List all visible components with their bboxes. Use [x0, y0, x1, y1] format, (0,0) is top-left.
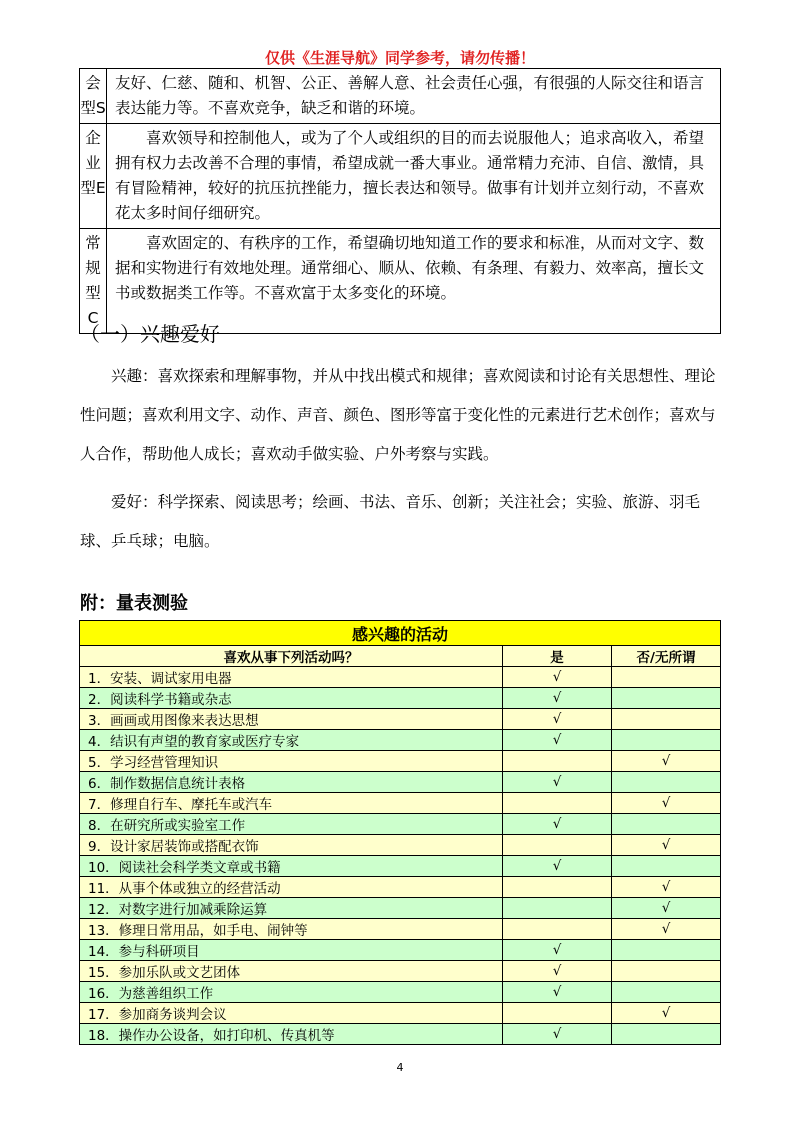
hobby-paragraph: 爱好：科学探索、阅读思考；绘画、书法、音乐、创新；关注社会；实验、旅游、羽毛球、乒乓球；电脑。	[80, 493, 701, 550]
personality-types-table	[79, 68, 721, 334]
survey-yes-mark	[503, 898, 612, 919]
survey-row	[80, 751, 721, 772]
survey-activity: 10．阅读社会科学类文章或书籍	[80, 856, 503, 877]
survey-yes-mark	[503, 835, 612, 856]
survey-yes-mark	[503, 1003, 612, 1024]
type-label: 常规型C	[80, 229, 107, 334]
survey-yes-mark: √	[503, 667, 612, 688]
survey-yes-mark: √	[503, 814, 612, 835]
survey-no-mark: √	[612, 877, 721, 898]
survey-activity: 16．为慈善组织工作	[80, 982, 503, 1003]
survey-activity: 5．学习经营管理知识	[80, 751, 503, 772]
survey-row	[80, 667, 721, 688]
survey-yes-mark: √	[503, 688, 612, 709]
type-description: 喜欢领导和控制他人，或为了个人或组织的目的而去说服他人；追求高收入，希望拥有权力去改善不合理的事情，希望成就一番大事业。通常精力充沛、自信、激情，具有冒险精神，较好的抗压抗挫能力，擅长表达和领导。做事有计划并立刻行动，不喜欢花太多时间仔细研究。	[107, 124, 721, 229]
survey-yes-mark: √	[503, 730, 612, 751]
column-header-no: 否/无所谓	[612, 646, 721, 667]
survey-row	[80, 793, 721, 814]
survey-yes-mark	[503, 793, 612, 814]
survey-no-mark	[612, 730, 721, 751]
survey-no-mark: √	[612, 1003, 721, 1024]
survey-row	[80, 940, 721, 961]
survey-activity: 14．参与科研项目	[80, 940, 503, 961]
interest-paragraph: 兴趣：喜欢探索和理解事物，并从中找出模式和规律；喜欢阅读和讨论有关思想性、理论性问题；喜欢利用文字、动作、声音、颜色、图形等富于变化性的元素进行艺术创作；喜欢与人合作，帮助他人成长；喜欢动手做实验、户外考察与实践。	[80, 367, 716, 463]
survey-row	[80, 961, 721, 982]
survey-title: 感兴趣的活动	[80, 621, 721, 646]
survey-yes-mark	[503, 919, 612, 940]
survey-row	[80, 688, 721, 709]
survey-no-mark: √	[612, 898, 721, 919]
type-description: 喜欢固定的、有秩序的工作，希望确切地知道工作的要求和标准，从而对文字、数据和实物进行有效地处理。通常细心、顺从、依赖、有条理、有毅力、效率高，擅长文书或数据类工作等。不喜欢富于太多变化的环境。	[107, 229, 721, 334]
type-row	[80, 124, 721, 229]
survey-no-mark	[612, 709, 721, 730]
survey-activity: 11．从事个体或独立的经营活动	[80, 877, 503, 898]
survey-yes-mark: √	[503, 982, 612, 1003]
survey-activity: 2．阅读科学书籍或杂志	[80, 688, 503, 709]
survey-activity: 12．对数字进行加减乘除运算	[80, 898, 503, 919]
survey-no-mark: √	[612, 751, 721, 772]
survey-row	[80, 709, 721, 730]
survey-activity: 3．画画或用图像来表达思想	[80, 709, 503, 730]
type-label: 企业型E	[80, 124, 107, 229]
survey-activity: 18．操作办公设备，如打印机、传真机等	[80, 1024, 503, 1045]
survey-activity: 15．参加乐队或文艺团体	[80, 961, 503, 982]
survey-row	[80, 856, 721, 877]
survey-activity: 17．参加商务谈判会议	[80, 1003, 503, 1024]
survey-row	[80, 814, 721, 835]
survey-no-mark: √	[612, 919, 721, 940]
survey-no-mark	[612, 814, 721, 835]
survey-yes-mark: √	[503, 772, 612, 793]
survey-yes-mark: √	[503, 1024, 612, 1045]
survey-no-mark: √	[612, 835, 721, 856]
survey-yes-mark: √	[503, 940, 612, 961]
survey-activity: 13．修理日常用品，如手电、闹钟等	[80, 919, 503, 940]
type-label: 会型S	[80, 69, 107, 124]
survey-row	[80, 877, 721, 898]
page-number: 4	[396, 1061, 404, 1074]
survey-activity: 6．制作数据信息统计表格	[80, 772, 503, 793]
survey-no-mark	[612, 856, 721, 877]
survey-row	[80, 1024, 721, 1045]
type-description: 友好、仁慈、随和、机智、公正、善解人意、社会责任心强，有很强的人际交往和语言表达能力等。不喜欢竞争，缺乏和谐的环境。	[107, 69, 721, 124]
survey-row	[80, 898, 721, 919]
survey-yes-mark	[503, 877, 612, 898]
survey-row	[80, 730, 721, 751]
survey-activity: 4．结识有声望的教育家或医疗专家	[80, 730, 503, 751]
survey-activity: 1．安装、调试家用电器	[80, 667, 503, 688]
appendix-title: 附：量表测验	[80, 593, 188, 614]
survey-activity: 8．在研究所或实验室工作	[80, 814, 503, 835]
survey-no-mark	[612, 772, 721, 793]
column-header-yes: 是	[503, 646, 612, 667]
survey-no-mark	[612, 688, 721, 709]
interest-survey-table	[79, 620, 721, 1045]
survey-no-mark: √	[612, 793, 721, 814]
survey-no-mark	[612, 1024, 721, 1045]
survey-row	[80, 772, 721, 793]
survey-yes-mark	[503, 751, 612, 772]
survey-row	[80, 919, 721, 940]
page-header-notice: 仅供《生涯导航》同学参考，请勿传播！	[264, 49, 535, 67]
survey-yes-mark: √	[503, 709, 612, 730]
survey-no-mark	[612, 961, 721, 982]
survey-activity: 9．设计家居装饰或搭配衣饰	[80, 835, 503, 856]
survey-yes-mark: √	[503, 961, 612, 982]
section-title: （一）兴趣爱好	[80, 322, 220, 346]
survey-yes-mark: √	[503, 856, 612, 877]
survey-no-mark	[612, 940, 721, 961]
survey-no-mark	[612, 982, 721, 1003]
survey-no-mark	[612, 667, 721, 688]
column-header-activity: 喜欢从事下列活动吗？	[80, 646, 503, 667]
type-row	[80, 69, 721, 124]
survey-row	[80, 982, 721, 1003]
survey-row	[80, 835, 721, 856]
survey-activity: 7．修理自行车、摩托车或汽车	[80, 793, 503, 814]
survey-row	[80, 1003, 721, 1024]
